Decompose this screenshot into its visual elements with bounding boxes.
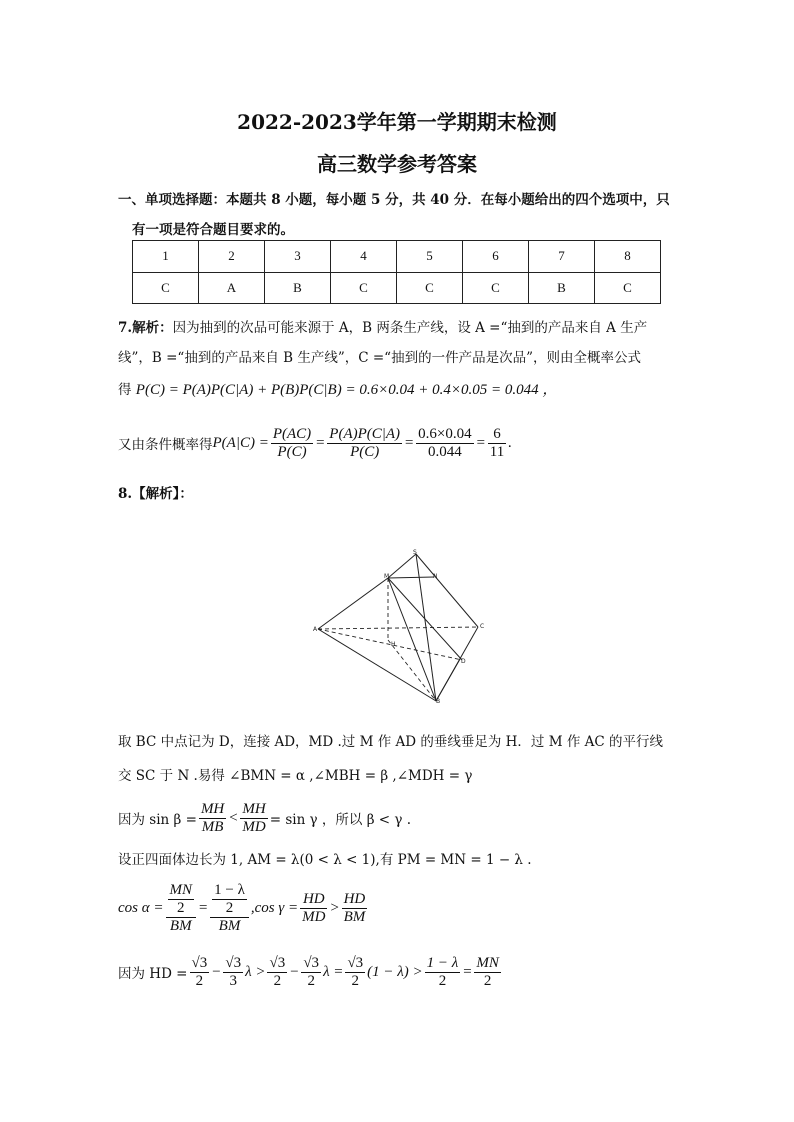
q7-label: 7.解析： bbox=[118, 320, 173, 336]
equals-sign: = bbox=[475, 434, 486, 451]
table-cell: B bbox=[265, 272, 331, 304]
table-cell: 3 bbox=[265, 241, 331, 273]
fraction: $\frac{6}{11}$ bbox=[489, 425, 505, 460]
table-cell: C bbox=[331, 272, 397, 304]
lambda-gt: λ > bbox=[245, 963, 266, 980]
q8-line6 bbox=[118, 948, 503, 996]
table-cell: A bbox=[199, 272, 265, 304]
equals-sign: = bbox=[462, 963, 473, 980]
q8-line6-prefix: 因为 HD = bbox=[118, 966, 188, 982]
fraction: $\frac{MH}{MD}$ bbox=[242, 800, 266, 835]
conditional-lhs: P(A|C) = bbox=[212, 434, 269, 451]
q7-line4 bbox=[118, 418, 512, 468]
table-cell: 5 bbox=[397, 241, 463, 273]
less-than-sign: < bbox=[228, 809, 239, 826]
fraction: $\frac{\frac{MN}{2}}{BM}$ bbox=[166, 882, 197, 935]
minus-sign: − bbox=[211, 963, 222, 980]
q7-line2: 线”，B =“抽到的产品来自 B 生产线”，C =“抽到的一件产品是次品”，则由全概率公式 bbox=[118, 350, 641, 366]
fraction: $\frac{√3}{2}$ bbox=[303, 954, 320, 989]
paren-term: (1 − λ) > bbox=[367, 963, 423, 980]
answer-table-numbers-row bbox=[133, 241, 661, 273]
fraction: $\frac{P(A)P(C|A)}{P(C)}$ bbox=[329, 425, 401, 460]
table-cell: C bbox=[133, 272, 199, 304]
fraction: $\frac{√3}{2}$ bbox=[191, 954, 208, 989]
table-cell: C bbox=[397, 272, 463, 304]
fraction: $\frac{√3}{2}$ bbox=[347, 954, 364, 989]
minus-sign: − bbox=[289, 963, 300, 980]
fig-label-c: C bbox=[480, 623, 485, 630]
equals-sign: = bbox=[404, 434, 415, 451]
table-cell: 8 bbox=[595, 241, 661, 273]
q7-line3 bbox=[118, 378, 557, 399]
fraction: $\frac{√3}{2}$ bbox=[269, 954, 286, 989]
q8-label: 8.【解析】： bbox=[118, 486, 193, 502]
period: . bbox=[508, 434, 512, 451]
table-cell: B bbox=[529, 272, 595, 304]
total-probability-formula: P(C) = P(A)P(C|A) + P(B)P(C|B) = 0.6×0.04 + 0.4×0.05 = 0.044 ， bbox=[135, 382, 558, 398]
answer-table-answers-row bbox=[133, 272, 661, 304]
fraction: $\frac{√3}{3}$ bbox=[225, 954, 242, 989]
table-cell: 6 bbox=[463, 241, 529, 273]
page-subtitle: 高三数学参考答案 bbox=[317, 152, 477, 176]
q7-line3-prefix: 得 bbox=[118, 382, 132, 398]
fraction: $\frac{MH}{MB}$ bbox=[200, 800, 225, 835]
table-cell: C bbox=[463, 272, 529, 304]
table-cell: C bbox=[595, 272, 661, 304]
fraction: $\frac{\frac{1 - \lambda}{2}}{BM}$ bbox=[210, 882, 249, 935]
tetrahedron-figure bbox=[312, 548, 492, 704]
equals-sign: = bbox=[315, 434, 326, 451]
cos-gamma-label: ,cos γ = bbox=[250, 899, 299, 916]
fraction: $\frac{0.6\times 0.04}{0.044}$ bbox=[418, 425, 472, 460]
q7-text-1: 因为抽到的次品可能来源于 A，B 两条生产线，设 A =“抽到的产品来自 A 生产 bbox=[172, 320, 648, 336]
fig-label-s: S bbox=[413, 549, 417, 556]
fraction: $\frac{HD}{MD}$ bbox=[302, 890, 326, 925]
fig-label-b: B bbox=[436, 698, 441, 704]
page-title: 2022-2023学年第一学期期末检测 bbox=[237, 110, 557, 134]
lambda-eq: λ = bbox=[323, 963, 344, 980]
q7-line4-prefix: 又由条件概率得 bbox=[118, 437, 213, 453]
cos-alpha-label: cos α = bbox=[118, 899, 164, 916]
table-cell: 7 bbox=[529, 241, 595, 273]
fig-label-n: N bbox=[433, 573, 438, 580]
fig-label-d: D bbox=[461, 658, 466, 665]
q8-line3 bbox=[118, 795, 411, 841]
section1-heading-line2: 有一项是符合题目要求的。 bbox=[132, 222, 294, 238]
section1-heading-line1: 一、单项选择题：本题共 8 小题，每小题 5 分，共 40 分．在每小题给出的四个选项中，只 bbox=[118, 192, 670, 208]
fraction: $\frac{MN}{2}$ bbox=[476, 954, 499, 989]
fig-label-h: H bbox=[391, 641, 396, 648]
table-cell: 2 bbox=[199, 241, 265, 273]
q8-line4: 设正四面体边长为 1, AM = λ(0 < λ < 1),有 PM = MN = 1 − λ . bbox=[118, 852, 532, 868]
q8-line3-suffix: = sin γ ，所以 β < γ . bbox=[269, 812, 412, 828]
q7-line1 bbox=[118, 316, 647, 336]
fig-label-a: A bbox=[313, 626, 318, 633]
fraction: $\frac{1 - \lambda}{2}$ bbox=[426, 954, 459, 989]
fraction: $\frac{P(AC)}{P(C)}$ bbox=[272, 425, 312, 460]
q8-line2: 交 SC 于 N .易得 ∠BMN = α ,∠MBH = β ,∠MDH = γ bbox=[118, 768, 473, 784]
fraction: $\frac{HD}{BM}$ bbox=[343, 890, 366, 925]
q8-line5: cos α = $\frac{\frac{MN}{2}}{BM}$ = $\frac{\frac{1 - \lambda}{2}}{BM}$ ,cos γ = $\frac{HD}{MD}$ > $\frac{HD}{BM}$ bbox=[118, 881, 366, 934]
answer-table bbox=[132, 240, 661, 304]
q8-line3-prefix: 因为 sin β = bbox=[118, 812, 197, 828]
q8-line1: 取 BC 中点记为 D，连接 AD，MD .过 M 作 AD 的垂线垂足为 H．过 M 作 AC 的平行线 bbox=[118, 734, 663, 750]
table-cell: 1 bbox=[133, 241, 199, 273]
greater-than-sign: > bbox=[329, 899, 340, 916]
table-cell: 4 bbox=[331, 241, 397, 273]
fig-label-m: M bbox=[384, 573, 390, 580]
